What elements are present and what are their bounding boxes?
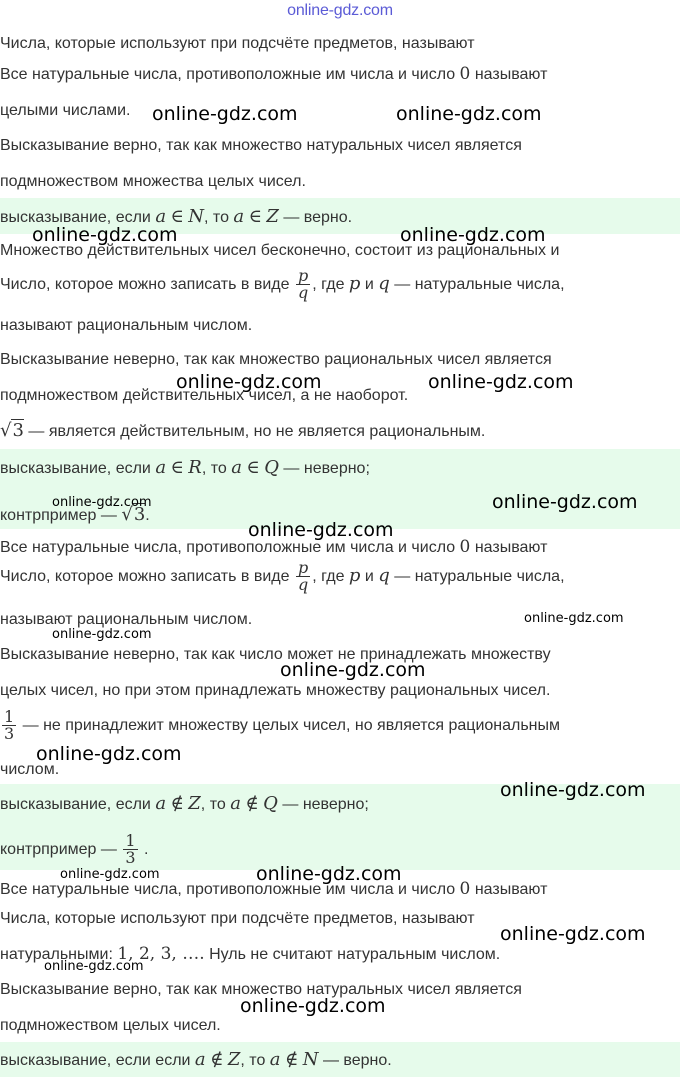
- text-line: Высказывание верно, так как множество натуральных чисел является: [0, 981, 522, 998]
- watermark: online-gdz.com: [36, 743, 182, 765]
- text-line: Высказывание неверно, так как число может не принадлежать множеству: [0, 646, 551, 663]
- watermark: online-gdz.com: [428, 371, 574, 393]
- text-line: Число, которое можно записать в виде $\frac{p}{q}$ , где p и q — натуральные числа,: [0, 266, 565, 303]
- text-line: Числа, которые используют при подсчёте предметов, называют: [0, 35, 475, 52]
- counterexample: контрпример — √3.: [0, 504, 150, 525]
- statement: высказывание, если a ∈ R, то a ∈ Q — неверно;: [0, 457, 370, 478]
- text-line: называют рациональным числом.: [0, 611, 253, 628]
- sqrt-3: √3: [0, 420, 24, 441]
- fraction-p-q: $\frac{p}{q}$: [297, 558, 309, 595]
- text-line: называют рациональным числом.: [0, 317, 253, 334]
- fraction-one-third: $\frac{1}{3}$: [4, 707, 15, 744]
- fraction-p-q: $\frac{p}{q}$: [297, 266, 309, 303]
- text-line: Высказывание верно, так как множество натуральных чисел является: [0, 137, 522, 154]
- watermark: online-gdz.com: [52, 627, 152, 642]
- watermark: online-gdz.com: [280, 659, 426, 681]
- watermark: online-gdz.com: [240, 995, 386, 1017]
- watermark: online-gdz.com: [492, 491, 638, 513]
- watermark: online-gdz.com: [176, 371, 322, 393]
- watermark: online-gdz.com: [152, 103, 298, 125]
- text-line: Высказывание неверно, так как множество рациональных чисел является: [0, 351, 552, 368]
- text-line: числом.: [0, 761, 60, 778]
- text-line: Все натуральные числа, противоположные им числа и число 0 называют: [0, 64, 548, 84]
- text-line: √3 — является действительным, но не является рациональным.: [0, 420, 486, 441]
- text-line: подмножеством действительных чисел, а не наоборот.: [0, 387, 409, 404]
- text-line: подмножеством целых чисел.: [0, 1017, 221, 1034]
- watermark: online-gdz.com: [248, 519, 394, 541]
- text-line: целыми числами.: [0, 102, 131, 119]
- statement: высказывание, если a ∉ Z, то a ∉ Q — неверно;: [0, 793, 369, 814]
- watermark: online-gdz.com: [524, 611, 624, 626]
- watermark: online-gdz.com: [400, 224, 546, 246]
- text-line: Множество действительных чисел бесконечно, состоит из рациональных и: [0, 242, 560, 259]
- text-line: Числа, которые используют при подсчёте предметов, называют: [0, 910, 475, 927]
- watermark: online-gdz.com: [60, 867, 160, 882]
- site-header[interactable]: online-gdz.com: [287, 2, 393, 19]
- watermark: online-gdz.com: [396, 103, 542, 125]
- text-line: Число, которое можно записать в виде $\frac{p}{q}$ , где p и q — натуральные числа,: [0, 558, 565, 595]
- watermark: online-gdz.com: [500, 923, 646, 945]
- text-line: $\frac{1}{3}$ — не принадлежит множеству целых чисел, но является рациональным: [4, 707, 561, 744]
- watermark: online-gdz.com: [44, 959, 144, 974]
- text-line: целых чисел, но при этом принадлежать множеству рациональных чисел.: [0, 682, 551, 699]
- statement: высказывание, если a ∈ N, то a ∈ Z — верно.: [0, 206, 353, 227]
- watermark: online-gdz.com: [500, 779, 646, 801]
- statement: высказывание, если если a ∉ Z, то a ∉ N — верно.: [0, 1049, 392, 1070]
- counterexample: контрпример — $\frac{1}{3}$ .: [0, 831, 149, 868]
- watermark: online-gdz.com: [256, 863, 402, 885]
- watermark: online-gdz.com: [52, 495, 152, 510]
- text-line: натуральными: 1, 2, 3, …. Нуль не считают натуральным числом.: [0, 944, 501, 964]
- text-line: Все натуральные числа, противоположные им числа и число 0 называют: [0, 879, 548, 899]
- text-line: подмножеством множества целых чисел.: [0, 173, 306, 190]
- watermark: online-gdz.com: [32, 224, 178, 246]
- text-line: Все натуральные числа, противоположные им числа и число 0 называют: [0, 537, 548, 557]
